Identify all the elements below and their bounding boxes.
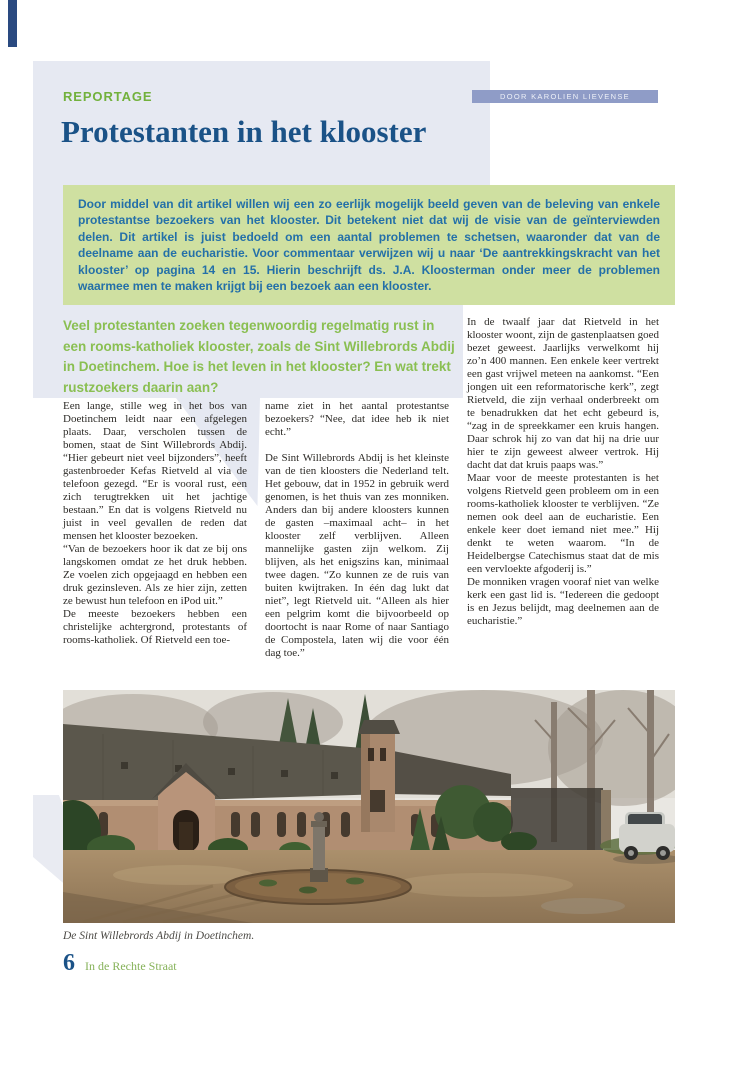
byline-text: DOOR KAROLIEN LIEVENSE (500, 92, 630, 101)
article-title: Protestanten in het klooster (61, 114, 427, 149)
magazine-name: In de Rechte Straat (85, 959, 177, 973)
standfirst: Veel protestanten zoeken tegenwoordig regelmatig rust in een rooms-katholiek klooster, zoals de Sint Willebrords Abdij in Doetinchem. Hoe is het leven in het klooster? En wat trekt rustzoekers daarin aan? (63, 318, 455, 395)
paragraph: Maar voor de meeste protestanten is het volgens Rietveld geen probleem om in een rooms-katholiek klooster te verblijven. “Ze nemen ook deel aan de eucharistie. Een enkele keer doet iemand niet mee.” Hij denkt te weten waarom. “In de Heidelbergse Catechismus staat dat de mis een vervloekte afgoderij is.” (467, 472, 659, 575)
page-number: 6 (63, 950, 75, 976)
paragraph: De meeste bezoekers hebben een christelijke achtergrond, protestants of rooms-katholiek. Of Rietveld een toe- (63, 608, 247, 646)
monastery-photo-illustration (63, 690, 675, 923)
section-kicker: REPORTAGE (63, 89, 153, 104)
intro-box (63, 185, 675, 305)
paragraph: De Sint Willebrords Abdij is het kleinste van de tien kloosters die Nederland telt. Het gebouw, dat in 1952 in gebruik werd genomen, is het thuis van zes monniken. Anders dan bij andere kloosters kunnen de gasten –maximaal acht– in het klooster zelf verblijven. Alleen mannelijke gasten zijn welkom. Zij blijven, als het enigszins kan, minimaal twee dagen. “Zo kunnen ze de ruis van buiten kwijtraken. In één dag lukt dat niet”, legt Rietveld uit. “Alleen als hier een pelgrim komt die bijvoorbeeld op doortocht is naar Rome of naar Santiago de Compostela, laten wij die voor één dag toe.” (265, 452, 449, 659)
corner-accent-bar (8, 0, 17, 47)
monastery-photo (63, 690, 675, 923)
intro-text: Door middel van dit artikel willen wij een zo eerlijk mogelijk beeld geven van de beleving van enkele protestantse bezoekers van het klooster. Dit betekent niet dat wij de visie van de geïnterviewden delen. Dit artikel is juist bedoeld om een aantal problemen te schetsen, waaronder dat van de deelname aan de eucharistie. Voor commentaar verwijzen wij u naar ‘De aantrekkingskracht van het klooster’ op pagina 14 en 15. Hierin beschrijft ds. J.A. Kloosterman onder meer de problemen waarmee men te maken krijgt bij een bezoek aan een klooster. (78, 197, 660, 294)
photo-caption: De Sint Willebrords Abdij in Doetinchem. (63, 930, 255, 942)
page-footer (63, 950, 177, 977)
body-column-1 (63, 400, 247, 647)
paragraph: De monniken vragen vooraf niet van welke kerk een gast lid is. “Iedereen die gedoopt is en Jezus belijdt, mag deelnemen aan de eucharistie.” (467, 576, 659, 627)
body-column-2 (265, 400, 449, 660)
paragraph: name ziet in het aantal protestantse bezoekers? “Nee, dat idee heb ik niet echt.” (265, 400, 449, 438)
byline-bar (472, 90, 658, 103)
tower (358, 720, 400, 832)
body-column-3 (467, 316, 659, 628)
paragraph: Een lange, stille weg in het bos van Doetinchem leidt naar een afgelegen plaats. Daar, verscholen tussen de bomen, staat de Sint Willebrords Abdij. “Hier gebeurt niet veel bijzonders”, heeft gastenbroeder Kefas Rietveld al via de telefoon gezegd. “Er is vooral rust, een zich terugtrekken uit het jachtige bestaan.” En dat is volgens Rietveld nu juist in veel gevallen de reden dat mensen het klooster bezoeken. (63, 400, 247, 542)
paragraph: In de twaalf jaar dat Rietveld in het klooster woont, zijn de gastenplaatsen goed bezet geweest. Jaarlijks verwelkomt hij zo’n 400 mannen. Een enkele keer vertrekt een gast vrijwel meteen na aankomst. “Een jongen uit een reformatorische kerk”, zegt Rietveld, die zijn verhaal onderbreekt om te benadrukken dat het echt gebeurd is, “zag in de spreekkamer een kruis hangen. Daar schrok hij zo van dat hij na drie uur hier te zijn geweest alweer vertrok. Hij dacht dat dat kruis paaps was.” (467, 316, 659, 471)
paragraph: “Van de bezoekers hoor ik dat ze bij ons langskomen omdat ze het druk hebben. Ze voelen zich opgejaagd en hebben een druk gezinsleven. Als ze hier zijn, zetten ze bewust hun telefoon en iPod uit.” (63, 543, 247, 607)
